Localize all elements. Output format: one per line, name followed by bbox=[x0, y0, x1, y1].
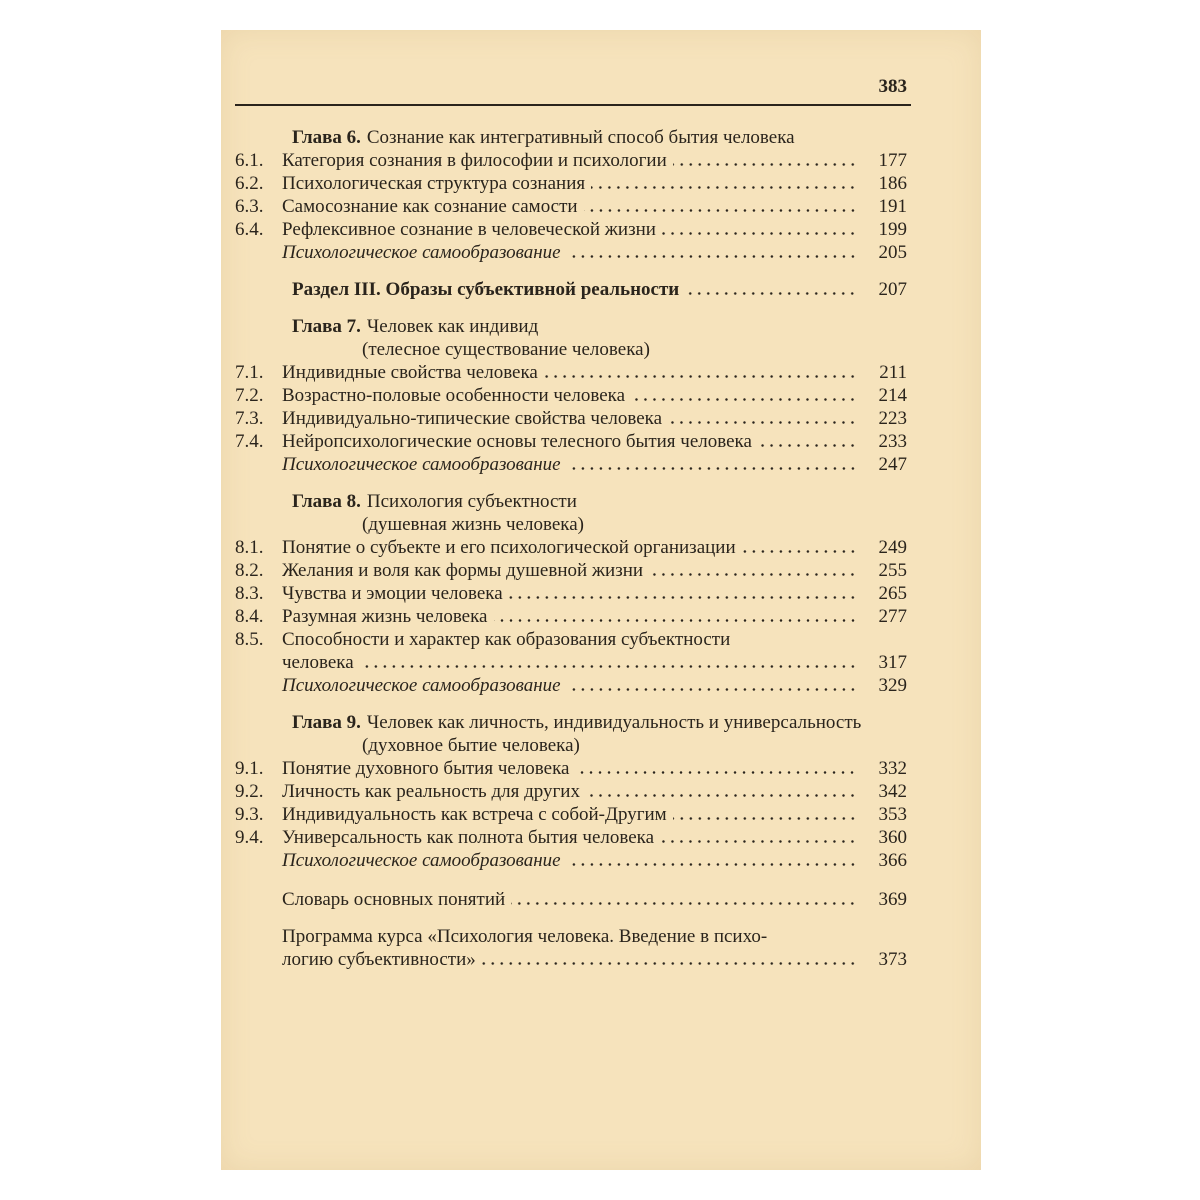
toc-entry[interactable] bbox=[235, 195, 907, 218]
entry-page: 223 bbox=[878, 408, 907, 429]
dot-leader bbox=[511, 901, 857, 906]
entry-title: Индивидуальность как встреча с собой-Другим bbox=[282, 804, 667, 825]
entry-page: 332 bbox=[878, 758, 907, 779]
entry-page: 265 bbox=[878, 583, 907, 604]
entry-title: Индивидные свойства человека bbox=[282, 362, 538, 383]
entry-number: 9.2. bbox=[235, 781, 264, 802]
dot-leader bbox=[673, 816, 857, 821]
entry-title: Способности и характер как образования субъектности bbox=[282, 629, 731, 650]
dot-leader bbox=[660, 839, 857, 844]
entry-page: 247 bbox=[878, 454, 907, 475]
entry-title: Рефлексивное сознание в человеческой жизни bbox=[282, 219, 656, 240]
dot-leader bbox=[631, 397, 857, 402]
entry-page: 214 bbox=[878, 385, 907, 406]
chapter-6-heading bbox=[235, 126, 907, 149]
chapter-7-label: Глава 7. bbox=[292, 316, 361, 337]
entry-page: 277 bbox=[878, 606, 907, 627]
page-number: 383 bbox=[878, 76, 907, 97]
entry-title: Нейропсихологические основы телесного бытия человека bbox=[282, 431, 752, 452]
entry-number: 6.1. bbox=[235, 150, 264, 171]
dot-leader bbox=[360, 664, 857, 669]
entry-page: 177 bbox=[878, 150, 907, 171]
entry-page: 211 bbox=[879, 362, 907, 383]
entry-number: 8.2. bbox=[235, 560, 264, 581]
dot-leader bbox=[544, 374, 857, 379]
entry-title: Желания и воля как формы душевной жизни bbox=[282, 560, 644, 581]
entry-page: 373 bbox=[878, 949, 907, 970]
toc-entry[interactable] bbox=[235, 536, 907, 559]
program-entry-line1[interactable] bbox=[235, 925, 907, 948]
entry-title: Понятие о субъекте и его психологической организации bbox=[282, 537, 736, 558]
toc-entry[interactable] bbox=[235, 218, 907, 241]
toc-entry[interactable] bbox=[235, 582, 907, 605]
chapter-9-title: Человек как личность, индивидуальность и универсальность bbox=[366, 712, 862, 733]
chapter-7-title: Человек как индивид bbox=[366, 316, 539, 337]
entry-number: 6.3. bbox=[235, 196, 264, 217]
toc-entry[interactable] bbox=[235, 605, 907, 628]
toc-entry-8-5-line1[interactable] bbox=[235, 628, 907, 651]
dot-leader bbox=[567, 687, 857, 692]
dot-leader bbox=[742, 549, 857, 554]
entry-page: 205 bbox=[878, 242, 907, 263]
entry-page: 360 bbox=[878, 827, 907, 848]
entry-title: Психологическое самообразование bbox=[282, 454, 561, 475]
toc-entry[interactable] bbox=[235, 407, 907, 430]
entry-title: Чувства и эмоции человека bbox=[282, 583, 503, 604]
entry-title: Психологическое самообразование bbox=[282, 675, 561, 696]
entry-page: 329 bbox=[878, 675, 907, 696]
dot-leader bbox=[586, 793, 857, 798]
toc-entry[interactable] bbox=[235, 826, 907, 849]
dot-leader bbox=[584, 208, 857, 213]
chapter-7-heading bbox=[235, 315, 907, 338]
dot-leader bbox=[758, 443, 857, 448]
entry-title: Самосознание как сознание самости bbox=[282, 196, 578, 217]
toc-entry[interactable] bbox=[235, 780, 907, 803]
chapter-9-heading bbox=[235, 711, 907, 734]
entry-title: Психологическое самообразование bbox=[282, 242, 561, 263]
entry-number: 7.1. bbox=[235, 362, 264, 383]
book-page bbox=[221, 30, 981, 1170]
dot-leader bbox=[575, 770, 857, 775]
chapter-8-label: Глава 8. bbox=[292, 491, 361, 512]
entry-page: 207 bbox=[878, 279, 907, 300]
entry-page: 233 bbox=[878, 431, 907, 452]
toc-entry-self-education[interactable] bbox=[235, 453, 907, 476]
toc-entry[interactable] bbox=[235, 149, 907, 172]
entry-number: 6.2. bbox=[235, 173, 264, 194]
entry-page: 317 bbox=[878, 652, 907, 673]
chapter-8-title: Психология субъектности bbox=[366, 491, 577, 512]
entry-title-continued: человека bbox=[282, 652, 354, 673]
toc-entry-self-education[interactable] bbox=[235, 674, 907, 697]
entry-page: 186 bbox=[878, 173, 907, 194]
header-rule bbox=[235, 104, 911, 106]
entry-title: Универсальность как полнота бытия человека bbox=[282, 827, 655, 848]
entry-title: Словарь основных понятий bbox=[282, 889, 506, 910]
entry-title: Программа курса «Психология человека. Введение в психо- bbox=[282, 926, 768, 947]
toc-entry[interactable] bbox=[235, 559, 907, 582]
entry-number: 9.1. bbox=[235, 758, 264, 779]
entry-title: Возрастно-половые особенности человека bbox=[282, 385, 626, 406]
chapter-9-label: Глава 9. bbox=[292, 712, 361, 733]
dot-leader bbox=[662, 231, 857, 236]
entry-title: Разумная жизнь человека bbox=[282, 606, 488, 627]
entry-page: 199 bbox=[878, 219, 907, 240]
chapter-8-subtitle: (душевная жизнь человека) bbox=[362, 514, 584, 535]
entry-page: 255 bbox=[878, 560, 907, 581]
chapter-6-label: Глава 6. bbox=[292, 127, 361, 148]
entry-number: 9.3. bbox=[235, 804, 264, 825]
table-of-contents bbox=[235, 126, 907, 971]
section-3-title: Раздел III. Образы субъективной реальности bbox=[292, 279, 680, 300]
entry-title-continued: логию субъективности» bbox=[282, 949, 476, 970]
chapter-7-subtitle: (телесное существование человека) bbox=[362, 339, 650, 360]
entry-number: 9.4. bbox=[235, 827, 264, 848]
entry-number: 8.3. bbox=[235, 583, 264, 604]
toc-entry-self-education[interactable] bbox=[235, 241, 907, 264]
dot-leader bbox=[567, 862, 857, 867]
program-entry-line2[interactable] bbox=[235, 948, 907, 971]
entry-number: 8.4. bbox=[235, 606, 264, 627]
entry-title: Личность как реальность для других bbox=[282, 781, 580, 802]
dot-leader bbox=[509, 595, 857, 600]
dot-leader bbox=[668, 420, 857, 425]
dot-leader bbox=[649, 572, 857, 577]
toc-entry[interactable] bbox=[235, 757, 907, 780]
entry-page: 369 bbox=[878, 889, 907, 910]
entry-number: 8.5. bbox=[235, 629, 264, 650]
chapter-6-title: Сознание как интегративный способ бытия человека bbox=[366, 127, 795, 148]
entry-title: Категория сознания в философии и психологии bbox=[282, 150, 667, 171]
entry-number: 7.2. bbox=[235, 385, 264, 406]
dot-leader bbox=[673, 162, 857, 167]
chapter-8-heading bbox=[235, 490, 907, 513]
entry-title: Психологическое самообразование bbox=[282, 850, 561, 871]
dot-leader bbox=[591, 185, 857, 190]
dot-leader bbox=[685, 291, 857, 296]
glossary-entry[interactable] bbox=[235, 888, 907, 911]
entry-page: 353 bbox=[878, 804, 907, 825]
toc-entry[interactable] bbox=[235, 430, 907, 453]
dot-leader bbox=[567, 466, 857, 471]
toc-entry[interactable] bbox=[235, 384, 907, 407]
toc-entry[interactable] bbox=[235, 361, 907, 384]
toc-entry[interactable] bbox=[235, 172, 907, 195]
dot-leader bbox=[567, 254, 857, 259]
entry-page: 249 bbox=[878, 537, 907, 558]
chapter-9-subtitle: (духовное бытие человека) bbox=[362, 735, 580, 756]
entry-number: 8.1. bbox=[235, 537, 264, 558]
entry-title: Понятие духовного бытия человека bbox=[282, 758, 570, 779]
entry-number: 7.4. bbox=[235, 431, 264, 452]
toc-entry[interactable] bbox=[235, 803, 907, 826]
entry-title: Психологическая структура сознания bbox=[282, 173, 586, 194]
dot-leader bbox=[494, 618, 858, 623]
entry-title: Индивидуально-типические свойства человека bbox=[282, 408, 663, 429]
entry-page: 366 bbox=[878, 850, 907, 871]
dot-leader bbox=[482, 961, 857, 966]
toc-entry-8-5-line2[interactable] bbox=[235, 651, 907, 674]
entry-number: 7.3. bbox=[235, 408, 264, 429]
entry-page: 191 bbox=[878, 196, 907, 217]
section-3-entry[interactable] bbox=[235, 278, 907, 301]
entry-page: 342 bbox=[878, 781, 907, 802]
toc-entry-self-education[interactable] bbox=[235, 849, 907, 872]
entry-number: 6.4. bbox=[235, 219, 264, 240]
